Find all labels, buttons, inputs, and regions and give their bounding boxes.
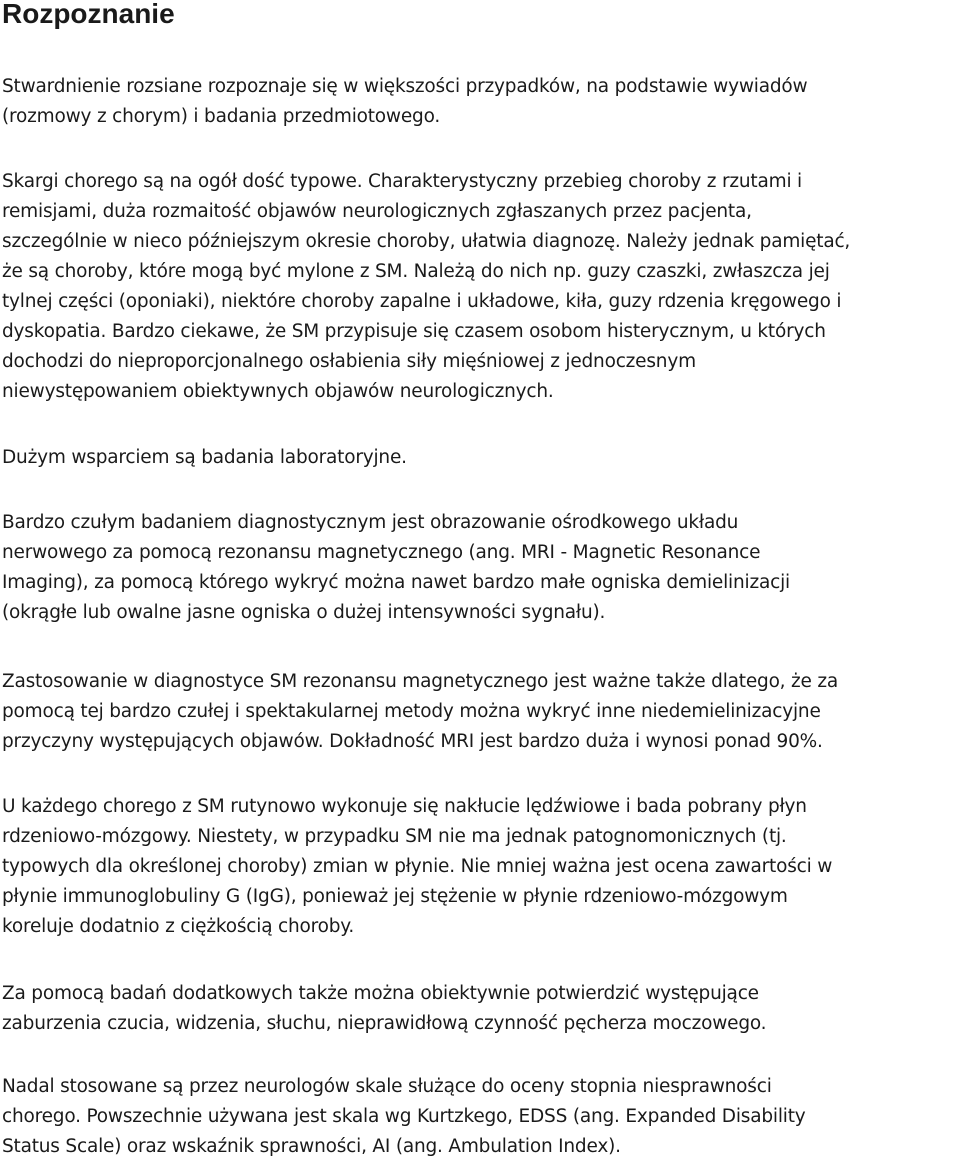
paragraph-lumbar-puncture	[2, 792, 957, 942]
paragraph-additional-tests	[2, 979, 957, 1039]
text-line: Zastosowanie w diagnostyce SM rezonansu magnetycznego jest ważne także dlatego, że za	[2, 671, 839, 692]
page-title: Rozpoznanie	[2, 0, 175, 29]
text-line: zaburzenia czucia, widzenia, słuchu, nieprawidłową czynność pęcherza moczowego.	[2, 1013, 767, 1034]
text-line: nerwowego za pomocą rezonansu magnetycznego (ang. MRI - Magnetic Resonance	[2, 542, 761, 563]
paragraph-mri-application	[2, 667, 957, 757]
text-line: Dużym wsparciem są badania laboratoryjne.	[2, 447, 407, 468]
text-line: U każdego chorego z SM rutynowo wykonuje się nakłucie lędźwiowe i bada pobrany płyn	[2, 796, 807, 817]
text-line: Imaging), za pomocą którego wykryć można nawet bardzo małe ogniska demielinizacji	[2, 572, 790, 593]
text-line: tylnej części (oponiaki), niektóre choroby zapalne i układowe, kiła, guzy rdzenia kręgowego i	[2, 291, 842, 312]
text-line: dyskopatia. Bardzo ciekawe, że SM przypisuje się czasem osobom histerycznym, u których	[2, 321, 826, 342]
text-line: płynie immunoglobuliny G (IgG), ponieważ jej stężenie w płynie rdzeniowo-mózgowym	[2, 886, 788, 907]
paragraph-mri	[2, 508, 957, 628]
text-line: przyczyny występujących objawów. Dokładność MRI jest bardzo duża i wynosi ponad 90%.	[2, 731, 823, 752]
text-line: niewystępowaniem obiektywnych objawów neurologicznych.	[2, 381, 554, 402]
text-line: Za pomocą badań dodatkowych także można obiektywnie potwierdzić występujące	[2, 983, 759, 1004]
text-line: pomocą tej bardzo czułej i spektakularnej metody można wykryć inne niedemielinizacyjne	[2, 701, 821, 722]
paragraph-laboratory	[2, 443, 957, 473]
text-line: Nadal stosowane są przez neurologów skale służące do oceny stopnia niesprawności	[2, 1076, 772, 1097]
paragraph-intro	[2, 72, 957, 132]
text-line: chorego. Powszechnie używana jest skala wg Kurtzkego, EDSS (ang. Expanded Disability	[2, 1106, 806, 1127]
text-line: szczególnie w nieco późniejszym okresie choroby, ułatwia diagnozę. Należy jednak pamiętać,	[2, 231, 851, 252]
text-line: koreluje dodatnio z ciężkością choroby.	[2, 916, 355, 937]
paragraph-symptoms	[2, 167, 957, 407]
text-line: Skargi chorego są na ogół dość typowe. Charakterystyczny przebieg choroby z rzutami i	[2, 171, 802, 192]
text-line: typowych dla określonej choroby) zmian w płynie. Nie mniej ważna jest ocena zawartości w	[2, 856, 833, 877]
text-line: że są choroby, które mogą być mylone z SM. Należą do nich np. guzy czaszki, zwłaszcza jej	[2, 261, 830, 282]
text-line: Bardzo czułym badaniem diagnostycznym jest obrazowanie ośrodkowego układu	[2, 512, 739, 533]
text-line: remisjami, duża rozmaitość objawów neurologicznych zgłaszanych przez pacjenta,	[2, 201, 752, 222]
text-line: rdzeniowo-mózgowy. Niestety, w przypadku SM nie ma jednak patognomonicznych (tj.	[2, 826, 787, 847]
text-line: (okrągłe lub owalne jasne ogniska o dużej intensywności sygnału).	[2, 602, 606, 623]
paragraph-scales	[2, 1072, 957, 1162]
text-line: dochodzi do nieproporcjonalnego osłabienia siły mięśniowej z jednoczesnym	[2, 351, 696, 372]
text-line: Status Scale) oraz wskaźnik sprawności, AI (ang. Ambulation Index).	[2, 1136, 621, 1157]
text-line: (rozmowy z chorym) i badania przedmiotowego.	[2, 106, 441, 127]
text-line: Stwardnienie rozsiane rozpoznaje się w większości przypadków, na podstawie wywiadów	[2, 76, 808, 97]
